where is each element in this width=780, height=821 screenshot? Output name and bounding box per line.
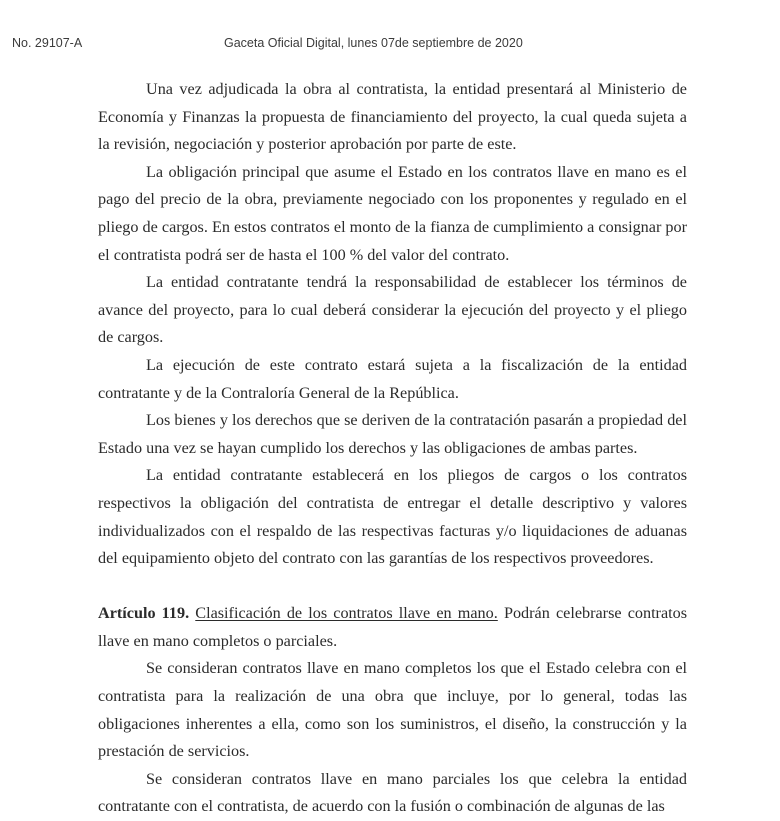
para-financiamiento: Una vez adjudicada la obra al contratista, la entidad presentará al Ministerio de Economía y Finanzas la propuesta de financiamiento del proyecto, la cual queda sujeta a la revisión, negociación y posterior aprobación por parte de este. [98,80,687,154]
para-fiscalizacion: La ejecución de este contrato estará sujeta a la fiscalización de la entidad contratante y de la Contraloría General de la República. [98,355,687,402]
paragraph-group-before-article [98,76,687,573]
page-running-header [0,33,780,53]
article-rubric: Clasificación de los contratos llave en mano. [195,604,498,623]
para-parciales: Se consideran contratos llave en mano parciales los que celebra la entidad contratante con el contratista, de acuerdo con la fusión o combinación de algunas de las [98,769,687,816]
article-number-label: Artículo 119. [98,604,190,623]
para-obligacion-principal: La obligación principal que asume el Estado en los contratos llave en mano es el pago del precio de la obra, previamente negociado con los proponentes y regulado en el pliego de cargos. En estos contratos el monto de la fianza de cumplimiento a consignar por el contratista podrá ser de hasta el 100 % del valor del contrato. [98,162,687,264]
gazette-folio-number: No. 29107-A [12,36,83,50]
para-detalle-descriptivo: La entidad contratante establecerá en los pliegos de cargos o los contratos respectivos la obligación del contratista de entregar el detalle descriptivo y valores individualizados con el respaldo de las respectivas facturas y/o liquidaciones de aduanas del equipamiento objeto del contrato con las garantías de los respectivos proveedores. [98,466,687,568]
paragraph-group-after-article [98,655,687,821]
para-bienes-derechos: Los bienes y los derechos que se deriven de la contratación pasarán a propiedad del Estado una vez se hayan cumplido los derechos y las obligaciones de ambas partes. [98,411,687,457]
para-completos: Se consideran contratos llave en mano completos los que el Estado celebra con el contratista para la realización de una obra que incluye, por lo general, todas las obligaciones inherentes a ella, como son los suministros, el diseño, la construcción y la prestación de servicios. [98,659,687,761]
article-lead-text: Podrán celebrarse contratos llave en mano completos o parciales. [98,604,688,650]
document-body [98,76,687,821]
para-terminos-avance: La entidad contratante tendrá la responsabilidad de establecer los términos de avance del proyecto, para lo cual deberá considerar la ejecución del proyecto y el pliego de cargos. [98,273,687,347]
article-119-heading-paragraph [98,600,687,655]
gazette-title-date: Gaceta Oficial Digital, lunes 07de septiembre de 2020 [224,36,523,50]
